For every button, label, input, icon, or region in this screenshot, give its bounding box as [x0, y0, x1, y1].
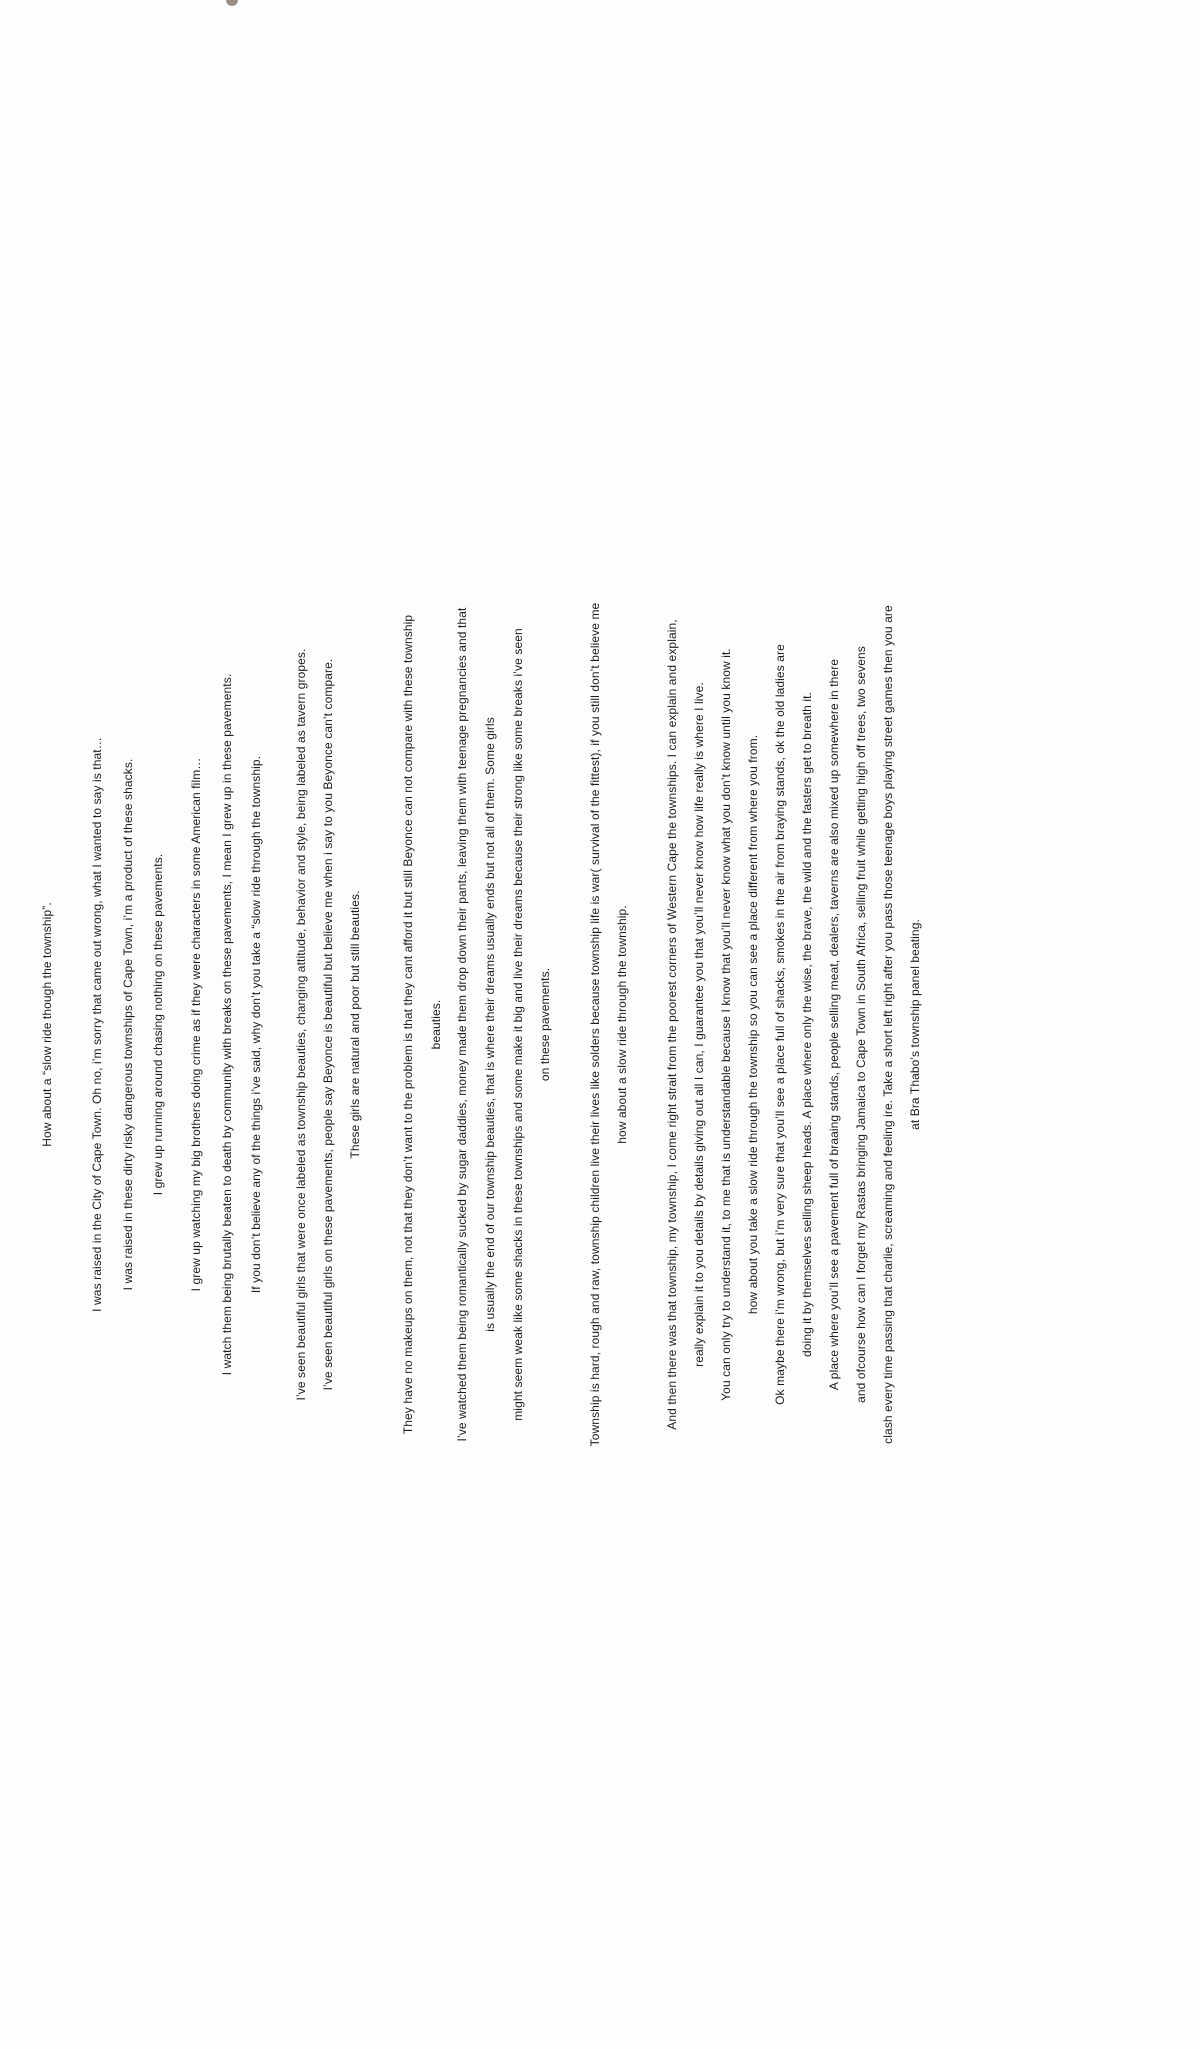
stanza-6-line-1: And then there was that township, my township, I come right strait from the poorest corners of Western Cape the townships. I can explain and explain, [665, 619, 679, 1430]
stanza-3-line-1: I’ve seen beautiful girls that were once labeled as township beauties, changing attitude, behavior and style, being labeled as tavern gropes. [294, 648, 308, 1401]
stanza-6-line-4: how about you take a slow ride through the township so you can see a place different from where you from. [746, 734, 760, 1315]
stanza-4-line-4: is usually the end of our township beauties, that is where their dreams usually ends but not all of them. Some girls [483, 717, 497, 1332]
stanza-5-line-1: Township is hard, rough and raw, township children live their lives like solders because township life is war( survival of the fittest), if you still don’t believe me [588, 602, 602, 1447]
stanza-4-line-2: beauties. [429, 999, 443, 1050]
stanza-2-line-1: I grew up watching my big brothers doing crime as if they were characters in some American film… [189, 757, 203, 1292]
stanza-6-line-3: You can only try to understand it, to me that is understandable because I know that you’ll never know what you don’t know until you know it. [719, 648, 733, 1401]
stanza-6-line-6: doing it by themselves selling sheep heads. A place where only the wise, the brave, the wild and the fasters get to breath it. [800, 692, 814, 1357]
stanza-6-line-5: Ok maybe there i’m wrong, but i’m very sure that you’ll see a place full of shacks, smokes in the air from braying stands, ok the old ladies are [773, 644, 787, 1405]
stanza-3-line-3: These girls are natural and poor but still beauties. [348, 890, 362, 1159]
stanza-1-line-2: I was raised in these dirty risky dangerous townships of Cape Town, i’m a product of these shacks. [121, 758, 135, 1291]
stanza-5-line-2: how about a slow ride through the township. [615, 905, 629, 1144]
stanza-4-line-6: on these pavements. [538, 967, 552, 1082]
stanza-6-line-10: at Bra Thabo’s township panel beating. [908, 919, 922, 1130]
stanza-2-line-2: I watch them being brutally beaten to death by community with breaks on these pavements, I mean I grew up in these pavements. [220, 673, 234, 1376]
stanza-4-line-5: might seem weak like some shacks in these townships and some make it big and live their dreams because their strong like some breaks i’ve seen [511, 628, 525, 1421]
stanza-4-line-1: They have no makeups on them, not that they don’t want to the problem is that they cant afford it but still Beyonce can not compare with these township [401, 614, 415, 1435]
stanza-2-line-3: If you don’t believe any of the things i’ve said, why don’t you take a “slow ride through the township. [249, 755, 263, 1294]
stanza-6-line-8: and ofcourse how can I forget my Rastas bringing Jamaica to Cape Town in South Africa, selling fruit while getting high off trees, two sevens [854, 646, 868, 1403]
stanza-4-line-3: I’ve watched them being romantically sucked by sugar daddies, money made them drop down their pants, leaving them with teenage pregnancies and that [455, 607, 469, 1442]
stanza-6-line-9: clash every time passing that charlie, screaming and feeling ire. Take a short left right after you pass those teenage boys playing street games then you are [881, 605, 895, 1444]
stanza-3-line-2: I’ve seen beautiful girls on these pavements, people say Beyonce is beautiful but believe me when i say to you Beyonce can’t compare. [321, 658, 335, 1391]
stanza-6-line-2: really explain it to you details by details giving out all I can, I guarantee you that you’ll never know how life really is where I live. [692, 682, 706, 1367]
stanza-1-line-3: I grew up running around chasing nothing on these pavements. [151, 853, 165, 1196]
stanza-6-line-7: A place where you’ll see a pavement full of braaing stands, people selling meat, dealers, taverns are also mixed up somewhere in there [827, 658, 841, 1391]
stanza-1-line-1: I was raised in the City of Cape Town. Oh no, i’m sorry that came out wrong, what I wanted to say is that… [90, 737, 104, 1312]
poem-title: How about a “slow ride though the township”. [40, 902, 54, 1147]
